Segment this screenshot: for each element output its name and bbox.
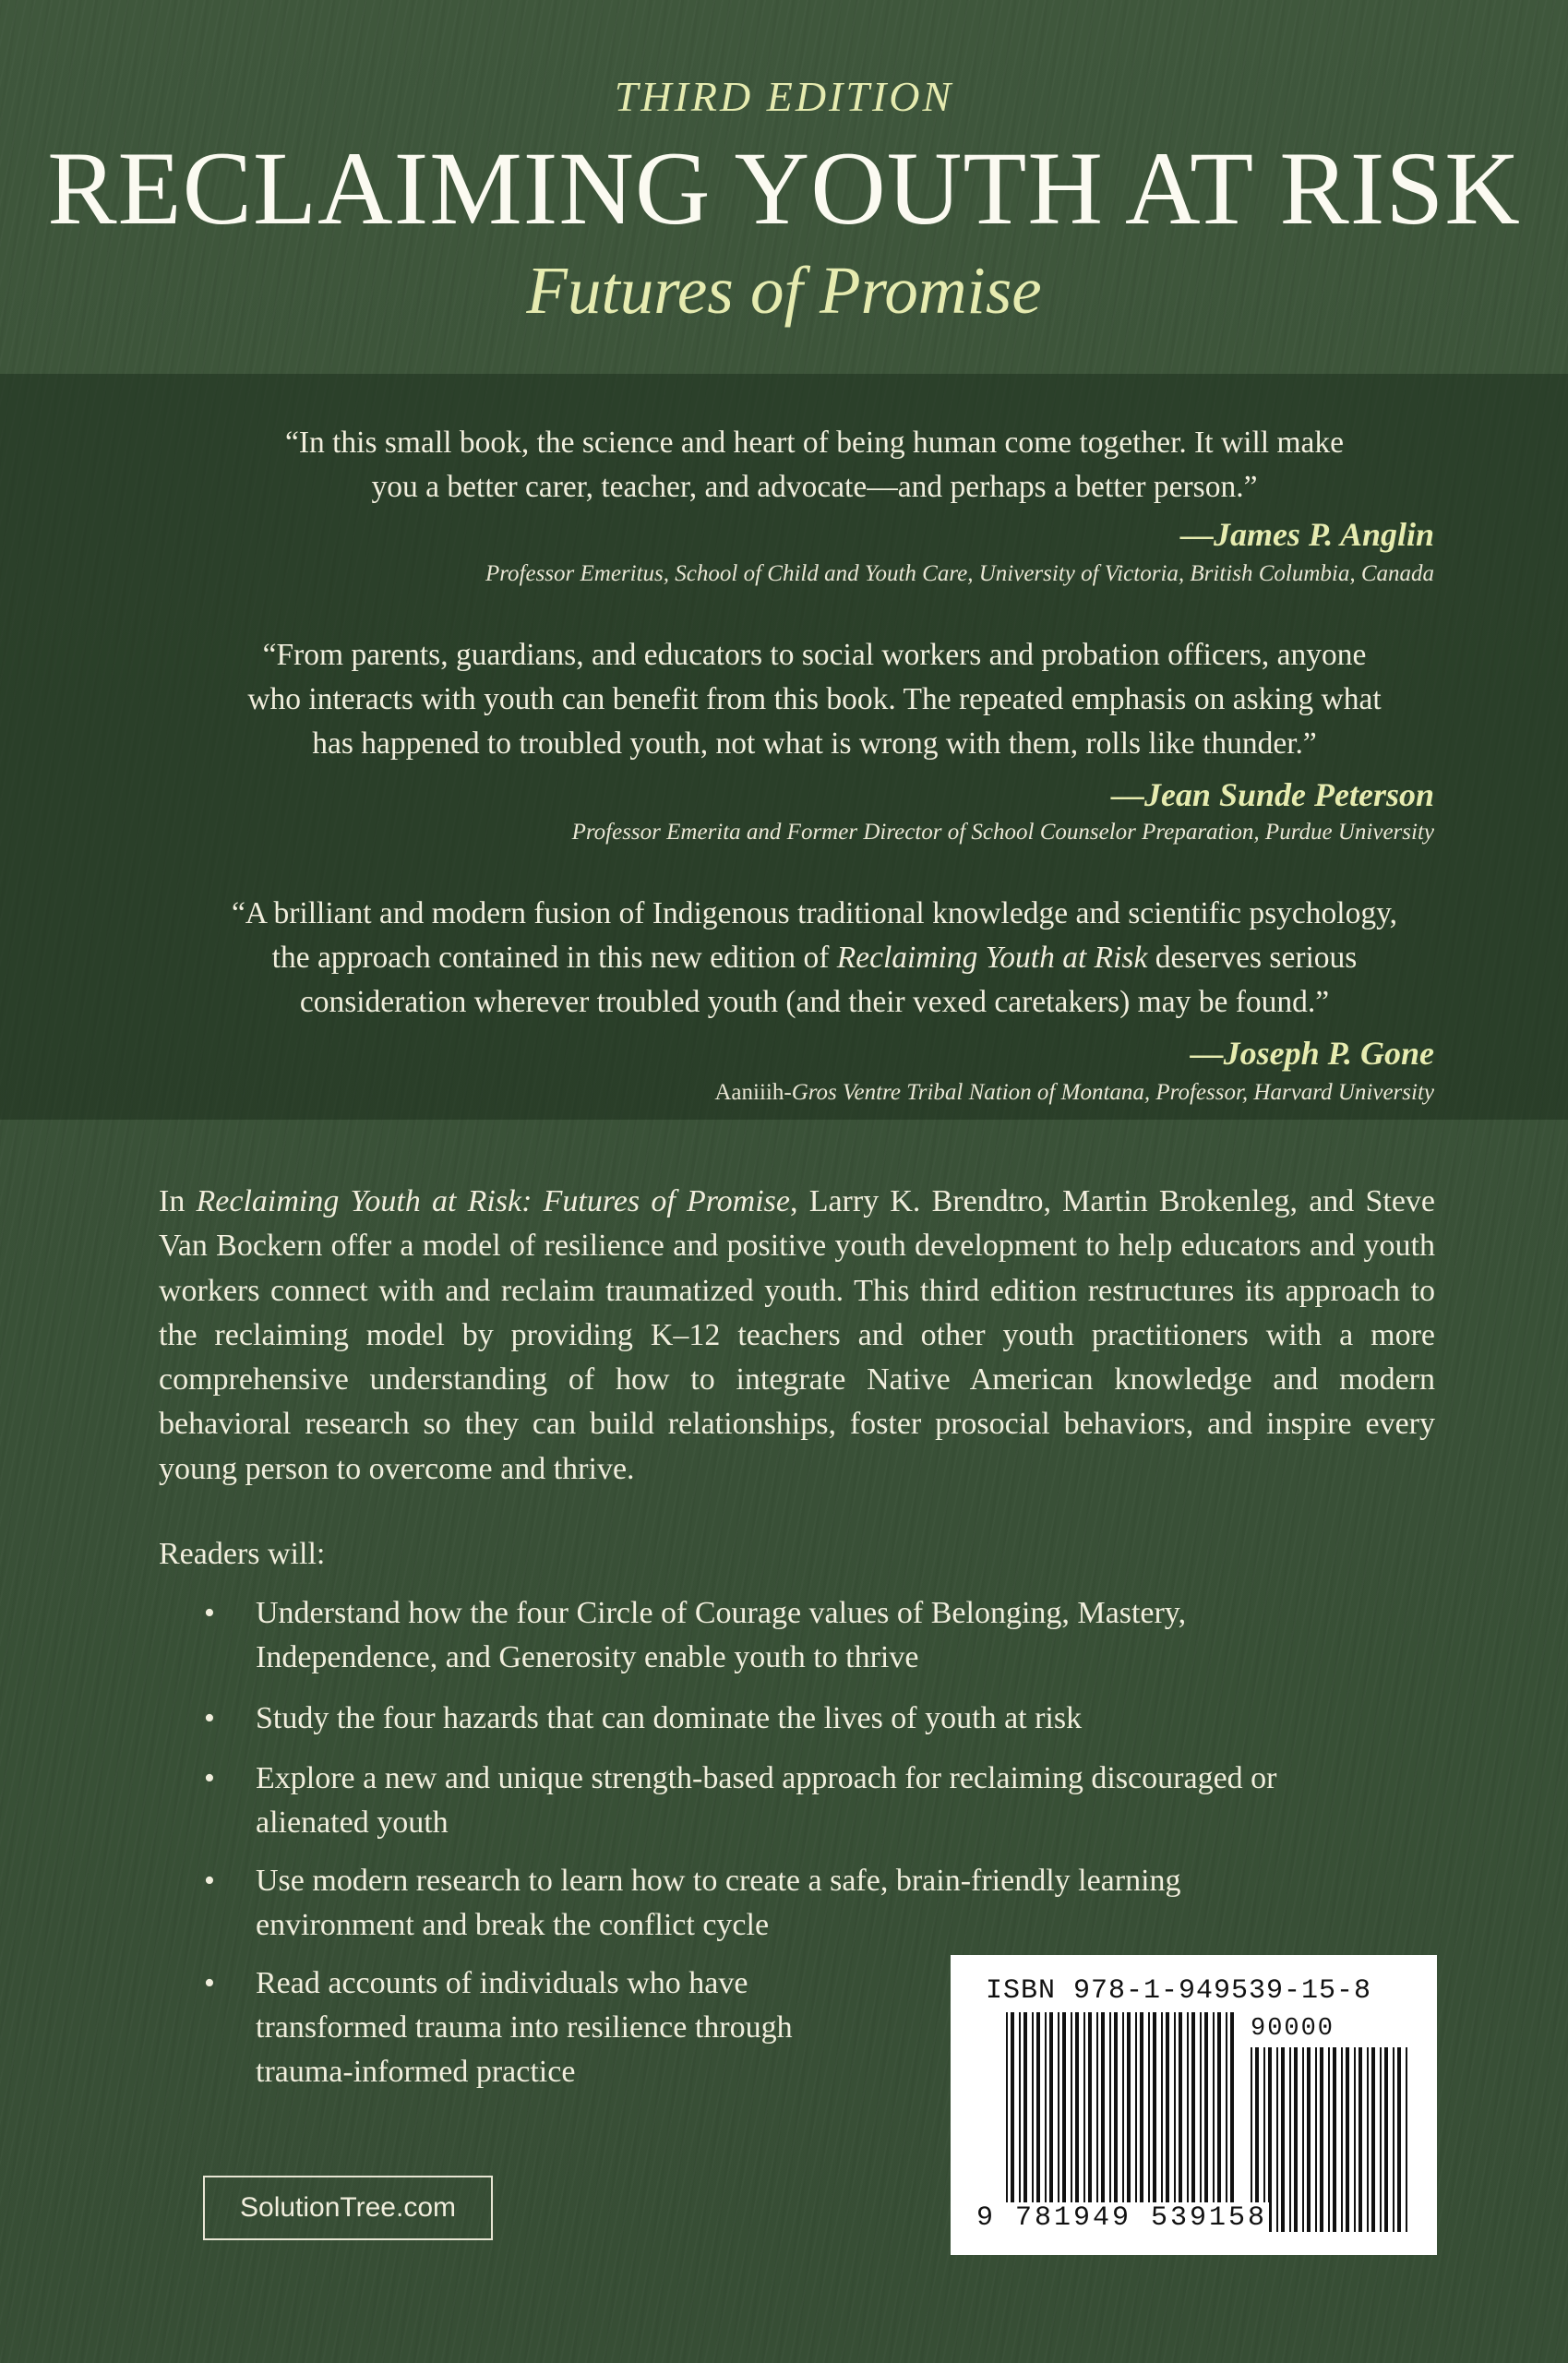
endorsement-quote-gone bbox=[194, 892, 1435, 1025]
barcode-bar bbox=[1217, 2012, 1221, 2232]
publisher-website-link[interactable]: SolutionTree.com bbox=[203, 2176, 493, 2240]
barcode-bar bbox=[1341, 2047, 1343, 2232]
barcode-bar bbox=[1153, 2012, 1156, 2232]
book-description bbox=[159, 1180, 1435, 1492]
barcode-bar bbox=[1359, 2047, 1362, 2232]
barcode-bar bbox=[1315, 2047, 1317, 2232]
barcode-bar bbox=[1032, 2012, 1034, 2232]
quote-text: the approach contained in this new edition of bbox=[271, 941, 837, 975]
readers-will-label: Readers will: bbox=[159, 1537, 326, 1571]
barcode-bar bbox=[1281, 2047, 1285, 2232]
barcode-bar bbox=[1049, 2012, 1053, 2232]
bullet-line: Independence, and Generosity enable youth to thrive bbox=[256, 1640, 919, 1674]
barcode-bar bbox=[1036, 2012, 1040, 2232]
endorser-name-gone: —Joseph P. Gone bbox=[1190, 1035, 1434, 1072]
bullet-line: Explore a new and unique strength-based approach for reclaiming discouraged or bbox=[256, 1761, 1277, 1795]
barcode-bar bbox=[1406, 2047, 1407, 2232]
role-text: Gros Ventre Tribal Nation of Montana, Professor, Harvard University bbox=[791, 1080, 1434, 1105]
barcode-bar bbox=[1127, 2012, 1131, 2232]
price-code: 90000 bbox=[1251, 2015, 1335, 2043]
barcode-bar bbox=[1109, 2012, 1111, 2232]
barcode-bar bbox=[1148, 2012, 1150, 2232]
bullet-line: trauma-informed practice bbox=[256, 2055, 576, 2089]
barcode-bar bbox=[1135, 2012, 1137, 2232]
barcode-bar bbox=[1213, 2012, 1215, 2232]
barcode-bar bbox=[1075, 2012, 1079, 2232]
barcode-bar bbox=[1174, 2012, 1176, 2232]
quote-line: has happened to troubled youth, not what is wrong with them, rolls like thunder.” bbox=[312, 726, 1317, 761]
barcode-bar bbox=[1023, 2012, 1027, 2232]
edition-label: THIRD EDITION bbox=[614, 73, 954, 120]
barcode-bar bbox=[1166, 2012, 1169, 2232]
barcode-bar bbox=[1371, 2047, 1375, 2232]
barcode-bar bbox=[1346, 2047, 1349, 2232]
barcode-bar bbox=[1380, 2047, 1382, 2232]
barcode-bar bbox=[1083, 2012, 1085, 2232]
barcode-bar bbox=[1179, 2012, 1182, 2232]
bullet-text bbox=[256, 1697, 1455, 1741]
bullet-line: Study the four hazards that can dominate the lives of youth at risk bbox=[256, 1701, 1083, 1735]
barcode-bar bbox=[1307, 2047, 1311, 2232]
bullet-line: Read accounts of individuals who have bbox=[256, 1966, 748, 2000]
book-subtitle: Futures of Promise bbox=[526, 253, 1042, 328]
bullet-dot-icon: • bbox=[204, 1864, 215, 1898]
barcode-bar bbox=[1019, 2012, 1021, 2232]
bullet-line: alienated youth bbox=[256, 1805, 449, 1840]
endorser-role-anglin: Professor Emeritus, School of Child and Youth Care, University of Victoria, British Columbia, Canada bbox=[485, 561, 1434, 586]
quote-line: who interacts with youth can benefit from this book. The repeated emphasis on asking what bbox=[247, 682, 1382, 716]
bullet-text bbox=[256, 1961, 920, 2094]
barcode-bar bbox=[1226, 2012, 1227, 2232]
barcode-bar bbox=[1230, 2012, 1234, 2232]
desc-prefix: In bbox=[159, 1184, 197, 1218]
barcode-bar bbox=[1114, 2012, 1118, 2232]
endorser-name-peterson: —Jean Sunde Peterson bbox=[1110, 776, 1434, 813]
barcode-bar bbox=[1367, 2047, 1369, 2232]
quote-book-title: Reclaiming Youth at Risk bbox=[836, 941, 1148, 975]
endorser-role-peterson: Professor Emerita and Former Director of School Counselor Preparation, Purdue University bbox=[571, 820, 1434, 845]
quote-line: “From parents, guardians, and educators to social workers and probation officers, anyone bbox=[262, 638, 1367, 672]
barcode-bar bbox=[1276, 2047, 1278, 2232]
barcode-bar bbox=[1006, 2012, 1008, 2232]
endorser-role-gone bbox=[714, 1080, 1434, 1106]
barcode-bar bbox=[1140, 2012, 1143, 2232]
barcode-bar bbox=[1161, 2012, 1163, 2232]
barcode-bar bbox=[1088, 2012, 1092, 2232]
barcode-bar bbox=[1393, 2047, 1394, 2232]
endorser-name-anglin: —James P. Anglin bbox=[1179, 516, 1434, 553]
barcode-bar bbox=[1289, 2047, 1291, 2232]
barcode-bar bbox=[1191, 2012, 1195, 2232]
quote-line: “A brilliant and modern fusion of Indigenous traditional knowledge and scientific psychology, bbox=[231, 896, 1398, 930]
barcode-bar bbox=[1302, 2047, 1304, 2232]
isbn-label: ISBN 978-1-949539-15-8 bbox=[986, 1975, 1372, 2007]
bullet-text bbox=[256, 1859, 1455, 1948]
barcode-digits: 9 781949 539158 bbox=[976, 2202, 1268, 2234]
barcode-bar bbox=[1045, 2012, 1047, 2232]
desc-book-title: Reclaiming Youth at Risk: Futures of Promise bbox=[196, 1184, 791, 1218]
bullet-dot-icon: • bbox=[204, 1966, 215, 2000]
barcode-bar bbox=[1354, 2047, 1356, 2232]
bullet-text bbox=[256, 1591, 1455, 1680]
endorsement-quote-anglin bbox=[194, 421, 1435, 510]
barcode-bar bbox=[1062, 2012, 1066, 2232]
endorsement-quote-peterson bbox=[194, 633, 1435, 766]
role-prefix: Aaniiih- bbox=[714, 1080, 792, 1105]
quote-line: you a better carer, teacher, and advocate—and perhaps a better person.” bbox=[371, 470, 1258, 504]
bullet-dot-icon: • bbox=[204, 1761, 215, 1795]
quote-line: consideration wherever troubled youth (and their vexed caretakers) may be found.” bbox=[299, 985, 1330, 1019]
quote-line bbox=[194, 936, 1435, 980]
bullet-text bbox=[256, 1757, 1455, 1845]
barcode-bar bbox=[1096, 2012, 1098, 2232]
bullet-dot-icon: • bbox=[204, 1701, 215, 1735]
barcode-bar bbox=[1011, 2012, 1014, 2232]
barcode-bar bbox=[1320, 2047, 1323, 2232]
isbn-barcode-panel bbox=[951, 1955, 1437, 2255]
barcode-bar bbox=[1058, 2012, 1059, 2232]
barcode-bar bbox=[1204, 2012, 1208, 2232]
barcode-bar bbox=[1328, 2047, 1330, 2232]
bullet-line: Understand how the four Circle of Courage values of Belonging, Mastery, bbox=[256, 1596, 1187, 1630]
book-title: RECLAIMING YOUTH AT RISK bbox=[47, 131, 1521, 246]
barcode-bar bbox=[1397, 2047, 1401, 2232]
barcode-bar bbox=[1384, 2047, 1388, 2232]
barcode-bar bbox=[1200, 2012, 1202, 2232]
barcode-bar bbox=[1333, 2047, 1336, 2232]
barcode-bar bbox=[1294, 2047, 1298, 2232]
bullet-line: transformed trauma into resilience through bbox=[256, 2010, 793, 2045]
barcode-bar bbox=[1071, 2012, 1072, 2232]
bullet-dot-icon: • bbox=[204, 1596, 215, 1630]
quote-line: “In this small book, the science and heart of being human come together. It will make bbox=[284, 426, 1345, 460]
quote-text: deserves serious bbox=[1147, 941, 1358, 975]
barcode-bar bbox=[1187, 2012, 1189, 2232]
bullet-line: environment and break the conflict cycle bbox=[256, 1908, 770, 1942]
bullet-line: Use modern research to learn how to create a safe, brain-friendly learning bbox=[256, 1864, 1181, 1898]
barcode-bar bbox=[1122, 2012, 1124, 2232]
barcode-bar bbox=[1101, 2012, 1105, 2232]
desc-body: , Larry K. Brendtro, Martin Brokenleg, and Steve Van Bockern offer a model of resilience and positive youth development to help educators and youth workers connect with and reclaim traumatized youth. This third edition restructures its approach to the reclaiming model by providing K–12 teachers and other youth practitioners with a more comprehensive understanding of how to integrate Native American knowledge and modern behavioral research so they can build relationships, foster prosocial behaviors, and inspire every young person to overcome and thrive. bbox=[159, 1184, 1435, 1486]
